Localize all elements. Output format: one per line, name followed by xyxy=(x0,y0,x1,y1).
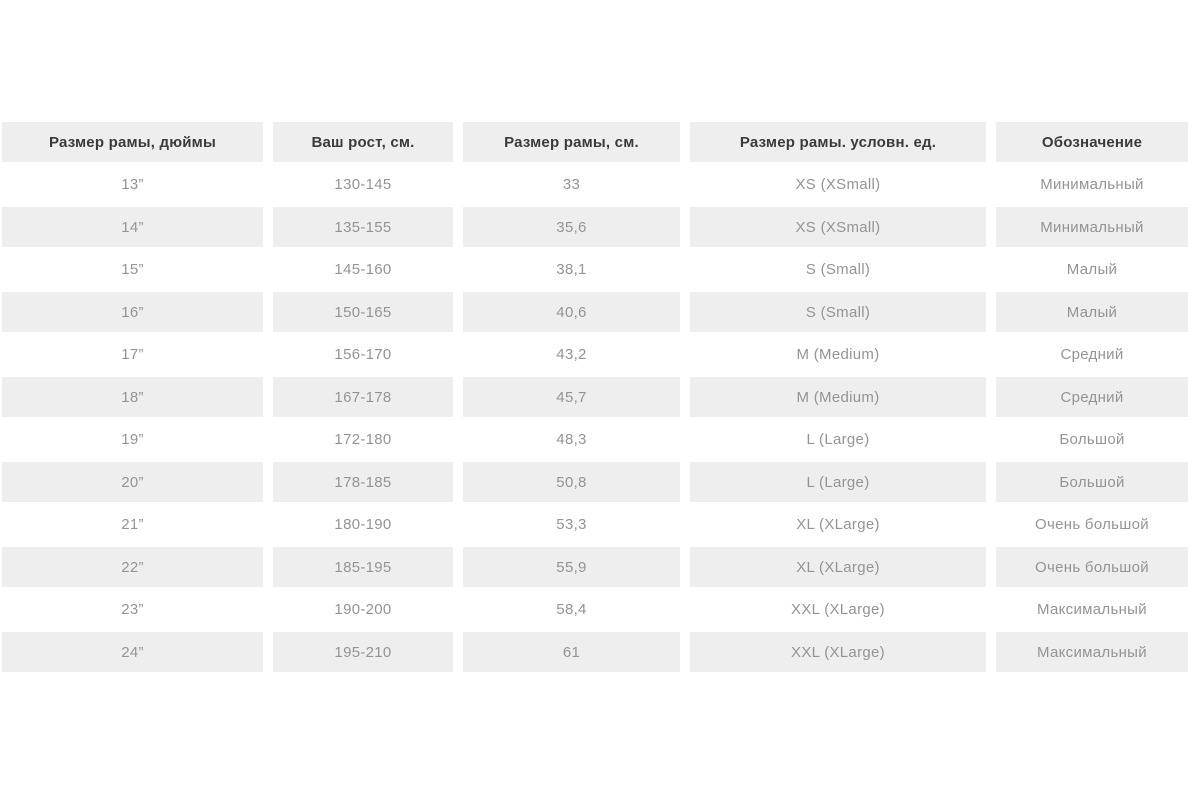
table-cell-frame-size-cm: 48,3 xyxy=(463,420,680,460)
table-cell-frame-size-inches: 21” xyxy=(2,505,263,545)
column-header-frame-size-cm: Размер рамы, см. xyxy=(463,122,680,162)
table-cell-designation: Минимальный xyxy=(996,207,1188,247)
table-cell-rider-height-cm: 180-190 xyxy=(273,505,453,545)
table-cell-frame-size-units: L (Large) xyxy=(690,420,986,460)
table-cell-frame-size-inches: 17” xyxy=(2,335,263,375)
table-cell-frame-size-cm: 43,2 xyxy=(463,335,680,375)
table-cell-rider-height-cm: 172-180 xyxy=(273,420,453,460)
table-cell-frame-size-inches: 14” xyxy=(2,207,263,247)
table-cell-frame-size-units: XL (XLarge) xyxy=(690,547,986,587)
table-cell-designation: Минимальный xyxy=(996,165,1188,205)
table-cell-frame-size-cm: 53,3 xyxy=(463,505,680,545)
table-cell-frame-size-inches: 23” xyxy=(2,590,263,630)
table-cell-frame-size-units: L (Large) xyxy=(690,462,986,502)
table-cell-designation: Максимальный xyxy=(996,632,1188,672)
table-cell-designation: Малый xyxy=(996,250,1188,290)
table-cell-frame-size-cm: 38,1 xyxy=(463,250,680,290)
table-cell-frame-size-inches: 19” xyxy=(2,420,263,460)
table-cell-frame-size-inches: 24” xyxy=(2,632,263,672)
table-cell-frame-size-units: S (Small) xyxy=(690,292,986,332)
column-header-rider-height-cm: Ваш рост, см. xyxy=(273,122,453,162)
table-cell-frame-size-units: M (Medium) xyxy=(690,335,986,375)
table-cell-frame-size-inches: 22” xyxy=(2,547,263,587)
table-cell-frame-size-cm: 45,7 xyxy=(463,377,680,417)
table-cell-frame-size-inches: 16” xyxy=(2,292,263,332)
table-cell-rider-height-cm: 167-178 xyxy=(273,377,453,417)
column-header-frame-size-inches: Размер рамы, дюймы xyxy=(2,122,263,162)
table-cell-frame-size-cm: 61 xyxy=(463,632,680,672)
table-cell-designation: Очень большой xyxy=(996,505,1188,545)
table-cell-frame-size-units: S (Small) xyxy=(690,250,986,290)
bike-frame-size-table xyxy=(2,122,1188,672)
table-cell-frame-size-units: XL (XLarge) xyxy=(690,505,986,545)
table-cell-frame-size-units: XS (XSmall) xyxy=(690,207,986,247)
table-cell-frame-size-cm: 33 xyxy=(463,165,680,205)
table-cell-rider-height-cm: 195-210 xyxy=(273,632,453,672)
table-cell-frame-size-inches: 18” xyxy=(2,377,263,417)
table-cell-rider-height-cm: 156-170 xyxy=(273,335,453,375)
table-cell-frame-size-units: XS (XSmall) xyxy=(690,165,986,205)
table-cell-rider-height-cm: 130-145 xyxy=(273,165,453,205)
table-cell-designation: Максимальный xyxy=(996,590,1188,630)
table-cell-rider-height-cm: 145-160 xyxy=(273,250,453,290)
table-cell-designation: Средний xyxy=(996,335,1188,375)
column-header-frame-size-units: Размер рамы. условн. ед. xyxy=(690,122,986,162)
table-cell-designation: Большой xyxy=(996,462,1188,502)
table-cell-frame-size-cm: 35,6 xyxy=(463,207,680,247)
table-cell-frame-size-inches: 20” xyxy=(2,462,263,502)
table-cell-frame-size-inches: 13” xyxy=(2,165,263,205)
table-cell-designation: Малый xyxy=(996,292,1188,332)
table-cell-frame-size-inches: 15” xyxy=(2,250,263,290)
table-cell-frame-size-units: XXL (XLarge) xyxy=(690,590,986,630)
table-cell-designation: Большой xyxy=(996,420,1188,460)
table-cell-designation: Очень большой xyxy=(996,547,1188,587)
table-cell-rider-height-cm: 190-200 xyxy=(273,590,453,630)
table-cell-frame-size-cm: 50,8 xyxy=(463,462,680,502)
table-cell-frame-size-units: M (Medium) xyxy=(690,377,986,417)
table-cell-rider-height-cm: 135-155 xyxy=(273,207,453,247)
table-cell-rider-height-cm: 178-185 xyxy=(273,462,453,502)
table-cell-frame-size-units: XXL (XLarge) xyxy=(690,632,986,672)
column-header-designation: Обозначение xyxy=(996,122,1188,162)
table-cell-designation: Средний xyxy=(996,377,1188,417)
table-cell-frame-size-cm: 58,4 xyxy=(463,590,680,630)
table-cell-frame-size-cm: 55,9 xyxy=(463,547,680,587)
table-cell-rider-height-cm: 185-195 xyxy=(273,547,453,587)
table-cell-frame-size-cm: 40,6 xyxy=(463,292,680,332)
table-cell-rider-height-cm: 150-165 xyxy=(273,292,453,332)
